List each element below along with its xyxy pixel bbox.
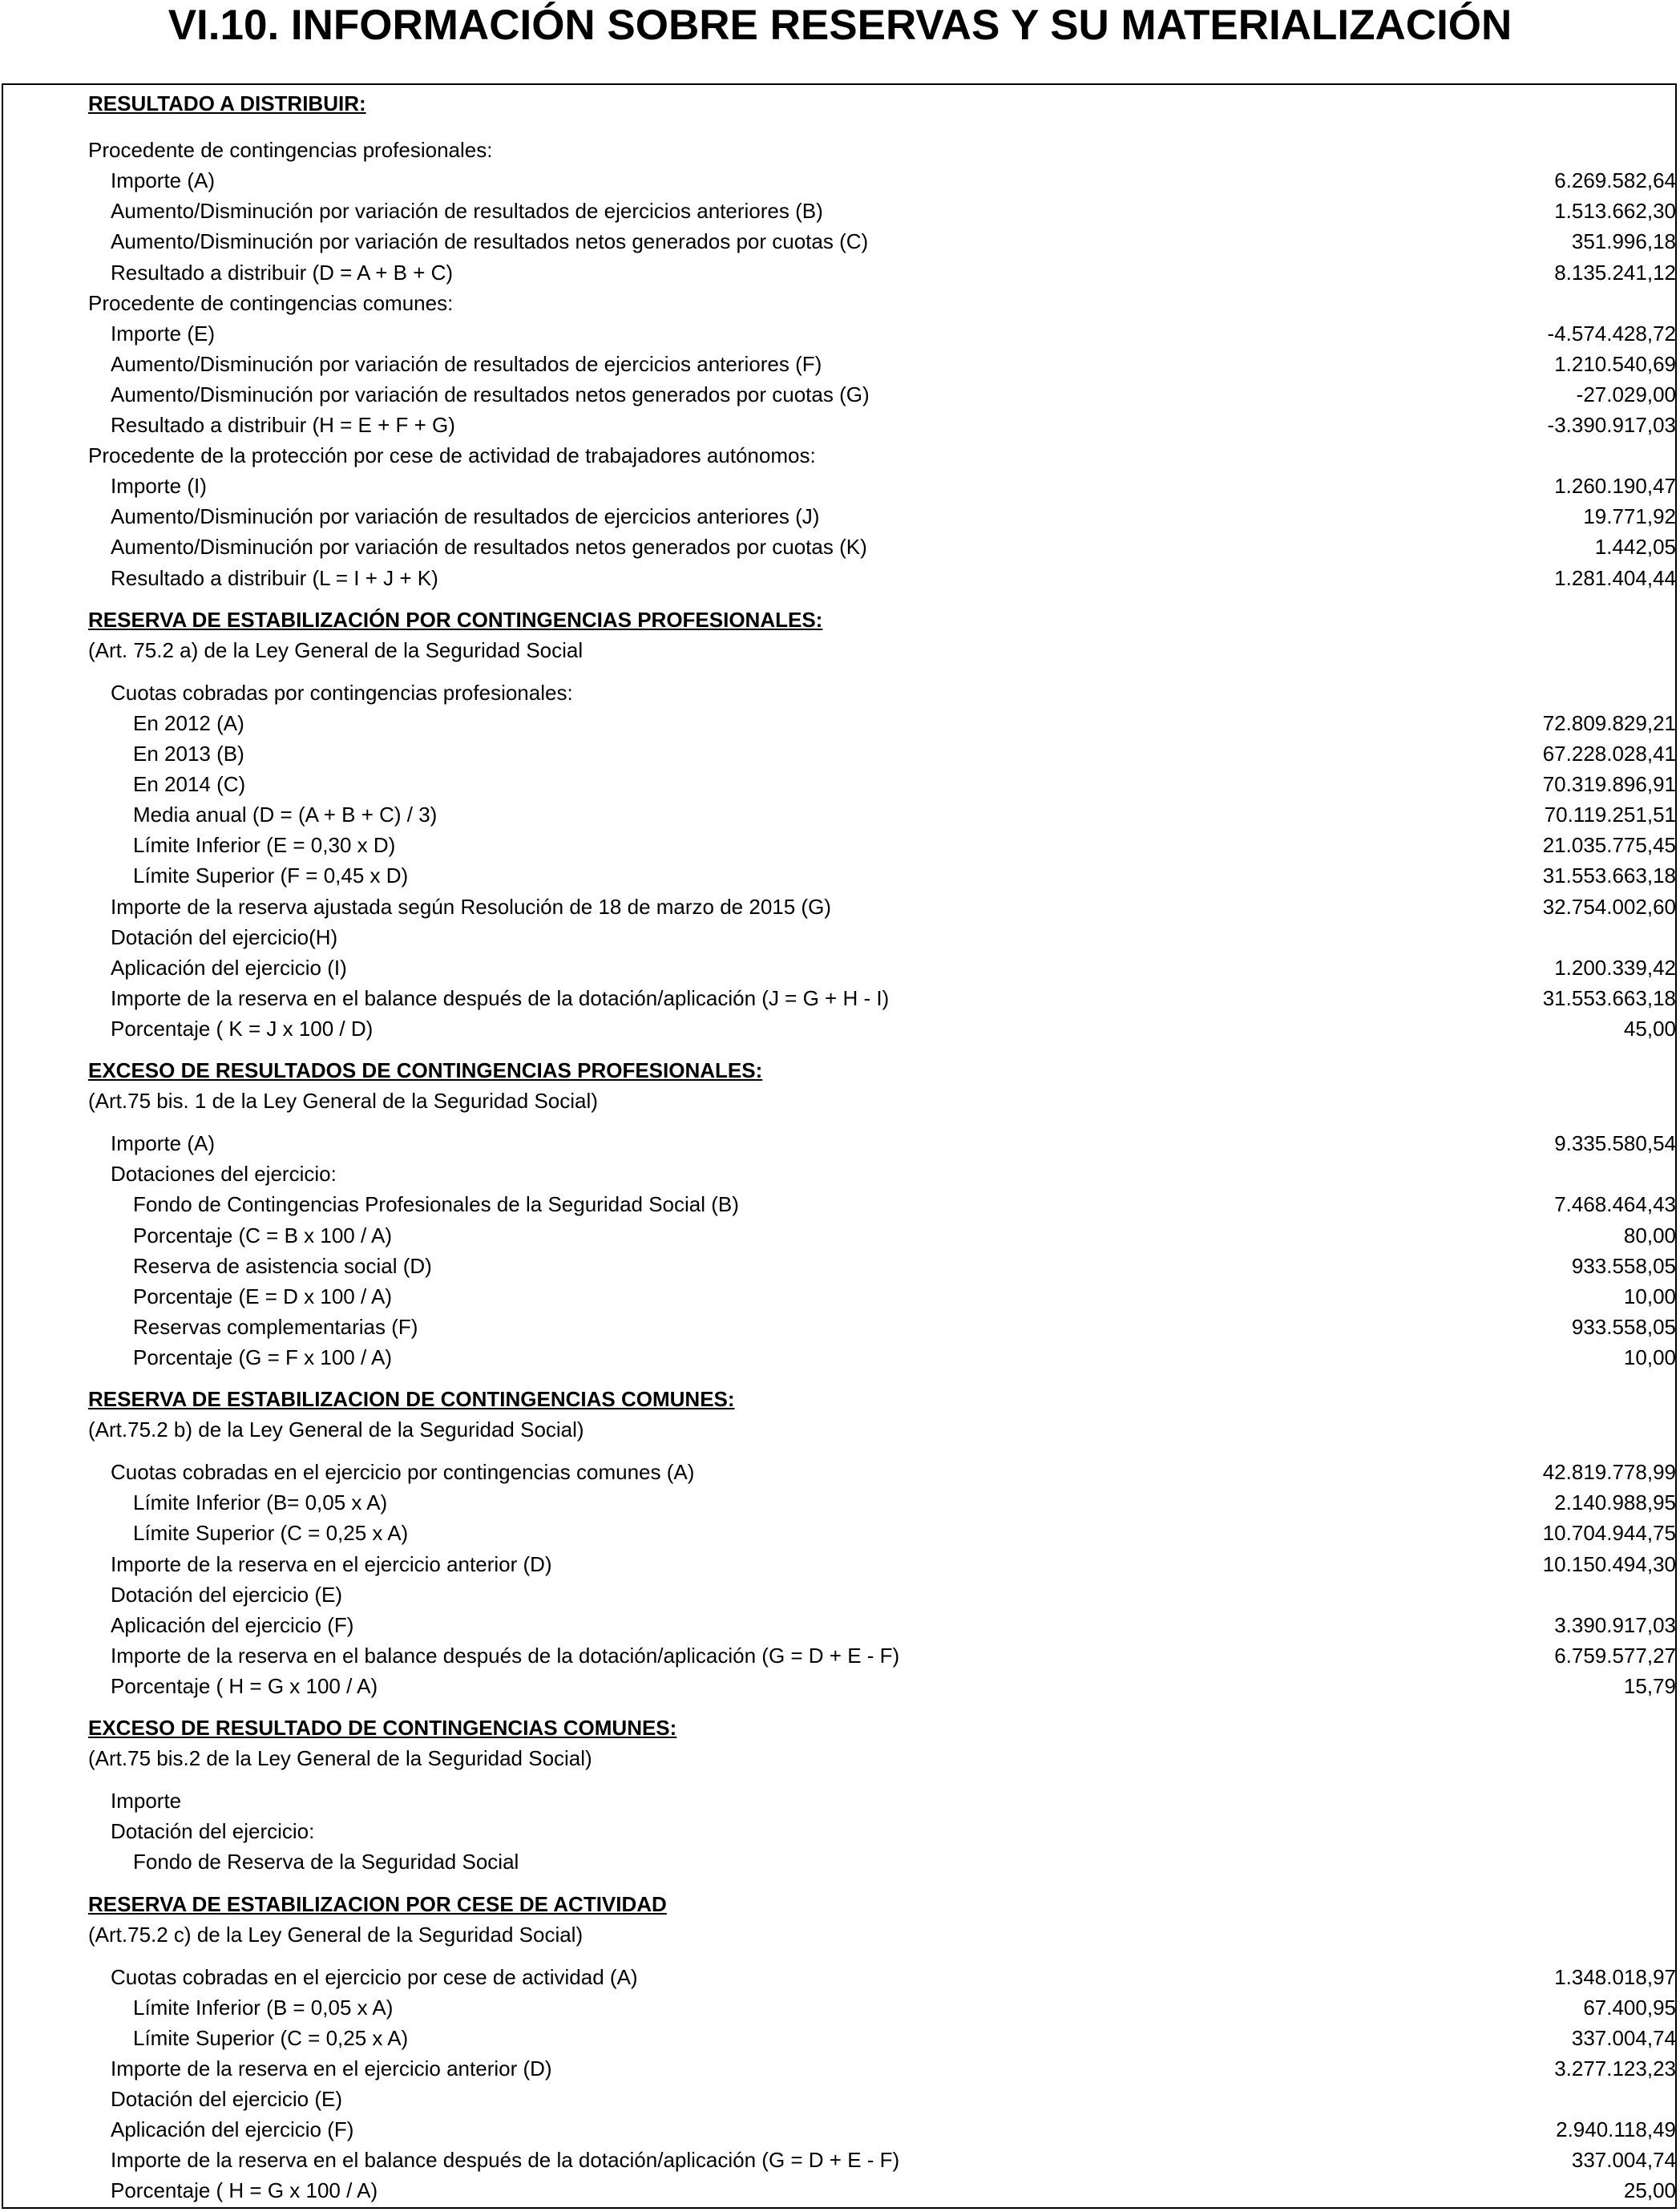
row-label: Porcentaje (G = F x 100 / A)	[133, 1345, 392, 1369]
row-label: (Art.75 bis. 1 de la Ley General de la Seguridad Social)	[88, 1089, 598, 1114]
row-value: 1.513.662,30	[1554, 199, 1676, 224]
row-value: 45,00	[1623, 1016, 1676, 1041]
row-label: Resultado a distribuir (H = E + F + G)	[111, 413, 455, 437]
row-value: -27.029,00	[1576, 382, 1676, 406]
row-label: Dotaciones del ejercicio:	[111, 1162, 337, 1187]
row-label: Límite Inferior (E = 0,30 x D)	[133, 833, 396, 858]
reserves-table	[2, 83, 1677, 2209]
row-label: Límite Superior (C = 0,25 x A)	[133, 1521, 409, 1546]
row-label: Límite Superior (C = 0,25 x A)	[133, 2025, 409, 2050]
section-header-row	[3, 1713, 1676, 1743]
row-label: Cuotas cobradas por contingencias profesionales:	[111, 680, 573, 705]
row-value: 70.119.251,51	[1544, 803, 1676, 827]
row-label: Aumento/Disminución por variación de resultados de ejercicios anteriores (F)	[111, 351, 822, 376]
table-row	[3, 196, 1676, 226]
row-label: Fondo de Reserva de la Seguridad Social	[133, 1850, 519, 1874]
table-row	[3, 2053, 1676, 2084]
row-label: Importe de la reserva en el ejercicio anterior (D)	[111, 2056, 552, 2081]
table-row	[3, 2084, 1676, 2114]
table-row	[3, 769, 1676, 799]
row-label: Límite Inferior (B= 0,05 x A)	[133, 1490, 388, 1515]
table-row	[3, 1013, 1676, 1044]
row-label: Aumento/Disminución por variación de resultados netos generados por cuotas (G)	[111, 382, 870, 406]
table-row	[3, 471, 1676, 501]
table-row	[3, 952, 1676, 983]
table-row	[3, 318, 1676, 349]
row-value: 67.400,95	[1583, 1995, 1676, 2020]
table-row	[3, 677, 1676, 708]
table-row	[3, 165, 1676, 196]
row-label: Resultado a distribuir (D = A + B + C)	[111, 260, 454, 285]
row-label: En 2014 (C)	[133, 772, 246, 797]
row-value: 1.260.190,47	[1554, 474, 1676, 499]
row-value: 70.319.896,91	[1542, 772, 1676, 797]
table-row	[3, 922, 1676, 952]
table-row	[3, 1220, 1676, 1251]
row-label: Fondo de Contingencias Profesionales de la Seguridad Social (B)	[133, 1192, 739, 1217]
section-header-row	[3, 1055, 1676, 1086]
section-title: EXCESO DE RESULTADO DE CONTINGENCIAS COMUNES:	[88, 1716, 677, 1740]
row-label: Procedente de contingencias comunes:	[88, 290, 454, 315]
row-label: Aplicación del ejercicio (F)	[111, 2117, 354, 2142]
row-label: (Art.75.2 b) de la Ley General de la Seguridad Social)	[88, 1417, 584, 1442]
row-label: Límite Inferior (B = 0,05 x A)	[133, 1995, 394, 2020]
table-row	[3, 410, 1676, 440]
table-row	[3, 1992, 1676, 2023]
row-label: Cuotas cobradas en el ejercicio por contingencias comunes (A)	[111, 1460, 695, 1485]
section-title: RESERVA DE ESTABILIZACIÓN POR CONTINGENCIAS PROFESIONALES:	[88, 607, 823, 632]
table-row	[3, 226, 1676, 257]
row-label: Aumento/Disminución por variación de resultados netos generados por cuotas (C)	[111, 229, 869, 254]
table-row	[3, 2023, 1676, 2053]
table-row	[3, 738, 1676, 769]
row-value: 25,00	[1623, 2178, 1676, 2203]
table-row	[3, 1846, 1676, 1877]
row-value: 1.210.540,69	[1554, 351, 1676, 376]
row-label: Importe de la reserva en el balance después de la dotación/aplicación (J = G + H - I)	[111, 985, 890, 1010]
row-value: 10.150.494,30	[1542, 1551, 1676, 1576]
table-row	[3, 379, 1676, 410]
row-value: 32.754.002,60	[1542, 894, 1676, 919]
table-row	[3, 1251, 1676, 1281]
table-row	[3, 799, 1676, 830]
table-row	[3, 440, 1676, 471]
row-value: 19.771,92	[1583, 504, 1676, 529]
row-label: Aumento/Disminución por variación de resultados de ejercicios anteriores (B)	[111, 199, 823, 224]
table-row	[3, 1518, 1676, 1548]
row-value: -3.390.917,03	[1547, 413, 1676, 437]
row-value: 31.553.663,18	[1542, 863, 1676, 888]
row-label: Importe (A)	[111, 1131, 216, 1156]
row-value: 337.004,74	[1571, 2025, 1676, 2050]
table-row	[3, 257, 1676, 288]
table-row	[3, 830, 1676, 860]
row-label: Porcentaje (E = D x 100 / A)	[133, 1284, 392, 1308]
table-row	[3, 1785, 1676, 1816]
row-value: 351.996,18	[1571, 229, 1676, 254]
row-label: Dotación del ejercicio(H)	[111, 924, 338, 949]
row-label: Porcentaje ( H = G x 100 / A)	[111, 2178, 378, 2203]
row-label: Cuotas cobradas en el ejercicio por cese de actividad (A)	[111, 1964, 638, 1989]
row-value: 6.269.582,64	[1554, 168, 1676, 193]
row-label: (Art.75.2 c) de la Ley General de la Seguridad Social)	[88, 1922, 584, 1947]
section-title: RESULTADO A DISTRIBUIR:	[88, 91, 366, 115]
page-title: VI.10. INFORMACIÓN SOBRE RESERVAS Y SU MATERIALIZACIÓN	[168, 2, 1512, 49]
table-row	[3, 1579, 1676, 1610]
table-row	[3, 1414, 1676, 1445]
table-row	[3, 1342, 1676, 1373]
row-label: Aplicación del ejercicio (I)	[111, 955, 347, 980]
table-row	[3, 501, 1676, 532]
table-row	[3, 1919, 1676, 1950]
table-row	[3, 135, 1676, 165]
table-row	[3, 860, 1676, 891]
table-row	[3, 2114, 1676, 2145]
row-label: Procedente de la protección por cese de actividad de trabajadores autónomos:	[88, 443, 816, 468]
section-header-row	[3, 605, 1676, 635]
table-row	[3, 1610, 1676, 1640]
table-row	[3, 1487, 1676, 1518]
table-row	[3, 532, 1676, 562]
table-row	[3, 2145, 1676, 2175]
table-row	[3, 1640, 1676, 1671]
table-row	[3, 1281, 1676, 1312]
row-label: Importe de la reserva en el balance después de la dotación/aplicación (G = D + E - F)	[111, 2148, 900, 2173]
table-row	[3, 1816, 1676, 1846]
table-row	[3, 349, 1676, 379]
row-label: Aumento/Disminución por variación de resultados netos generados por cuotas (K)	[111, 535, 867, 560]
row-value: 10,00	[1623, 1284, 1676, 1308]
table-row	[3, 563, 1676, 593]
row-label: Importe (I)	[111, 474, 207, 499]
table-row	[3, 288, 1676, 318]
row-label: Resultado a distribuir (L = I + J + K)	[111, 565, 438, 590]
row-label: Importe de la reserva en el ejercicio anterior (D)	[111, 1551, 552, 1576]
table-row	[3, 1743, 1676, 1773]
row-label: En 2013 (B)	[133, 742, 244, 766]
row-label: Porcentaje (C = B x 100 / A)	[133, 1223, 392, 1248]
row-label: Procedente de contingencias profesionales:	[88, 138, 493, 163]
row-value: 2.140.988,95	[1554, 1490, 1676, 1515]
table-row	[3, 1159, 1676, 1189]
row-value: 72.809.829,21	[1542, 710, 1676, 735]
row-value: 1.281.404,44	[1554, 565, 1676, 590]
row-label: Importe de la reserva en el balance después de la dotación/aplicación (G = D + E - F)	[111, 1643, 900, 1668]
row-value: 1.348.018,97	[1554, 1964, 1676, 1989]
table-row	[3, 1457, 1676, 1487]
row-label: Importe de la reserva ajustada según Resolución de 18 de marzo de 2015 (G)	[111, 894, 831, 919]
row-label: Dotación del ejercicio (E)	[111, 1582, 343, 1607]
row-value: 3.277.123,23	[1554, 2056, 1676, 2081]
row-value: 67.228.028,41	[1542, 742, 1676, 766]
table-row	[3, 708, 1676, 738]
row-value: 80,00	[1623, 1223, 1676, 1248]
row-value: 21.035.775,45	[1542, 833, 1676, 858]
section-title: RESERVA DE ESTABILIZACION POR CESE DE ACTIVIDAD	[88, 1891, 667, 1916]
row-label: En 2012 (A)	[133, 710, 244, 735]
row-label: Importe (E)	[111, 321, 216, 346]
table-row	[3, 1086, 1676, 1116]
row-value: 10.704.944,75	[1542, 1521, 1676, 1546]
row-label: Reserva de asistencia social (D)	[133, 1253, 432, 1278]
row-label: Aplicación del ejercicio (F)	[111, 1612, 354, 1637]
row-label: Dotación del ejercicio:	[111, 1819, 315, 1844]
section-title: EXCESO DE RESULTADOS DE CONTINGENCIAS PROFESIONALES:	[88, 1058, 763, 1082]
row-label: Límite Superior (F = 0,45 x D)	[133, 863, 409, 888]
row-value: 42.819.778,99	[1542, 1460, 1676, 1485]
table-row	[3, 1549, 1676, 1579]
section-header-row	[3, 88, 1676, 119]
row-value: 1.442,05	[1594, 535, 1676, 560]
row-label: (Art. 75.2 a) de la Ley General de la Seguridad Social	[88, 637, 584, 662]
table-row	[3, 1671, 1676, 1701]
table-row	[3, 2175, 1676, 2206]
row-value: 15,79	[1623, 1673, 1676, 1698]
row-label: Dotación del ejercicio (E)	[111, 2087, 343, 2112]
table-row	[3, 983, 1676, 1013]
row-value: 6.759.577,27	[1554, 1643, 1676, 1668]
table-row	[3, 1962, 1676, 1992]
row-label: (Art.75 bis.2 de la Ley General de la Seguridad Social)	[88, 1746, 592, 1771]
table-row	[3, 1128, 1676, 1159]
row-value: 8.135.241,12	[1554, 260, 1676, 285]
row-value: 933.558,05	[1571, 1253, 1676, 1278]
table-row	[3, 1189, 1676, 1219]
row-value: 10,00	[1623, 1345, 1676, 1369]
table-row	[3, 635, 1676, 665]
row-value: 933.558,05	[1571, 1314, 1676, 1339]
section-header-row	[3, 1384, 1676, 1414]
row-label: Aumento/Disminución por variación de resultados de ejercicios anteriores (J)	[111, 504, 820, 529]
row-value: 7.468.464,43	[1554, 1192, 1676, 1217]
row-value: 1.200.339,42	[1554, 955, 1676, 980]
row-label: Media anual (D = (A + B + C) / 3)	[133, 803, 438, 827]
row-value: 337.004,74	[1571, 2148, 1676, 2173]
row-label: Porcentaje ( H = G x 100 / A)	[111, 1673, 378, 1698]
table-row	[3, 1312, 1676, 1342]
section-title: RESERVA DE ESTABILIZACION DE CONTINGENCIAS COMUNES:	[88, 1387, 735, 1411]
row-label: Porcentaje ( K = J x 100 / D)	[111, 1016, 374, 1041]
table-row	[3, 892, 1676, 922]
row-label: Importe	[111, 1789, 182, 1814]
row-label: Importe (A)	[111, 168, 216, 193]
row-value: -4.574.428,72	[1547, 321, 1676, 346]
section-header-row	[3, 1889, 1676, 1919]
row-value: 9.335.580,54	[1554, 1131, 1676, 1156]
row-value: 3.390.917,03	[1554, 1612, 1676, 1637]
row-value: 2.940.118,49	[1556, 2117, 1676, 2142]
row-value: 31.553.663,18	[1542, 985, 1676, 1010]
row-label: Reservas complementarias (F)	[133, 1314, 418, 1339]
